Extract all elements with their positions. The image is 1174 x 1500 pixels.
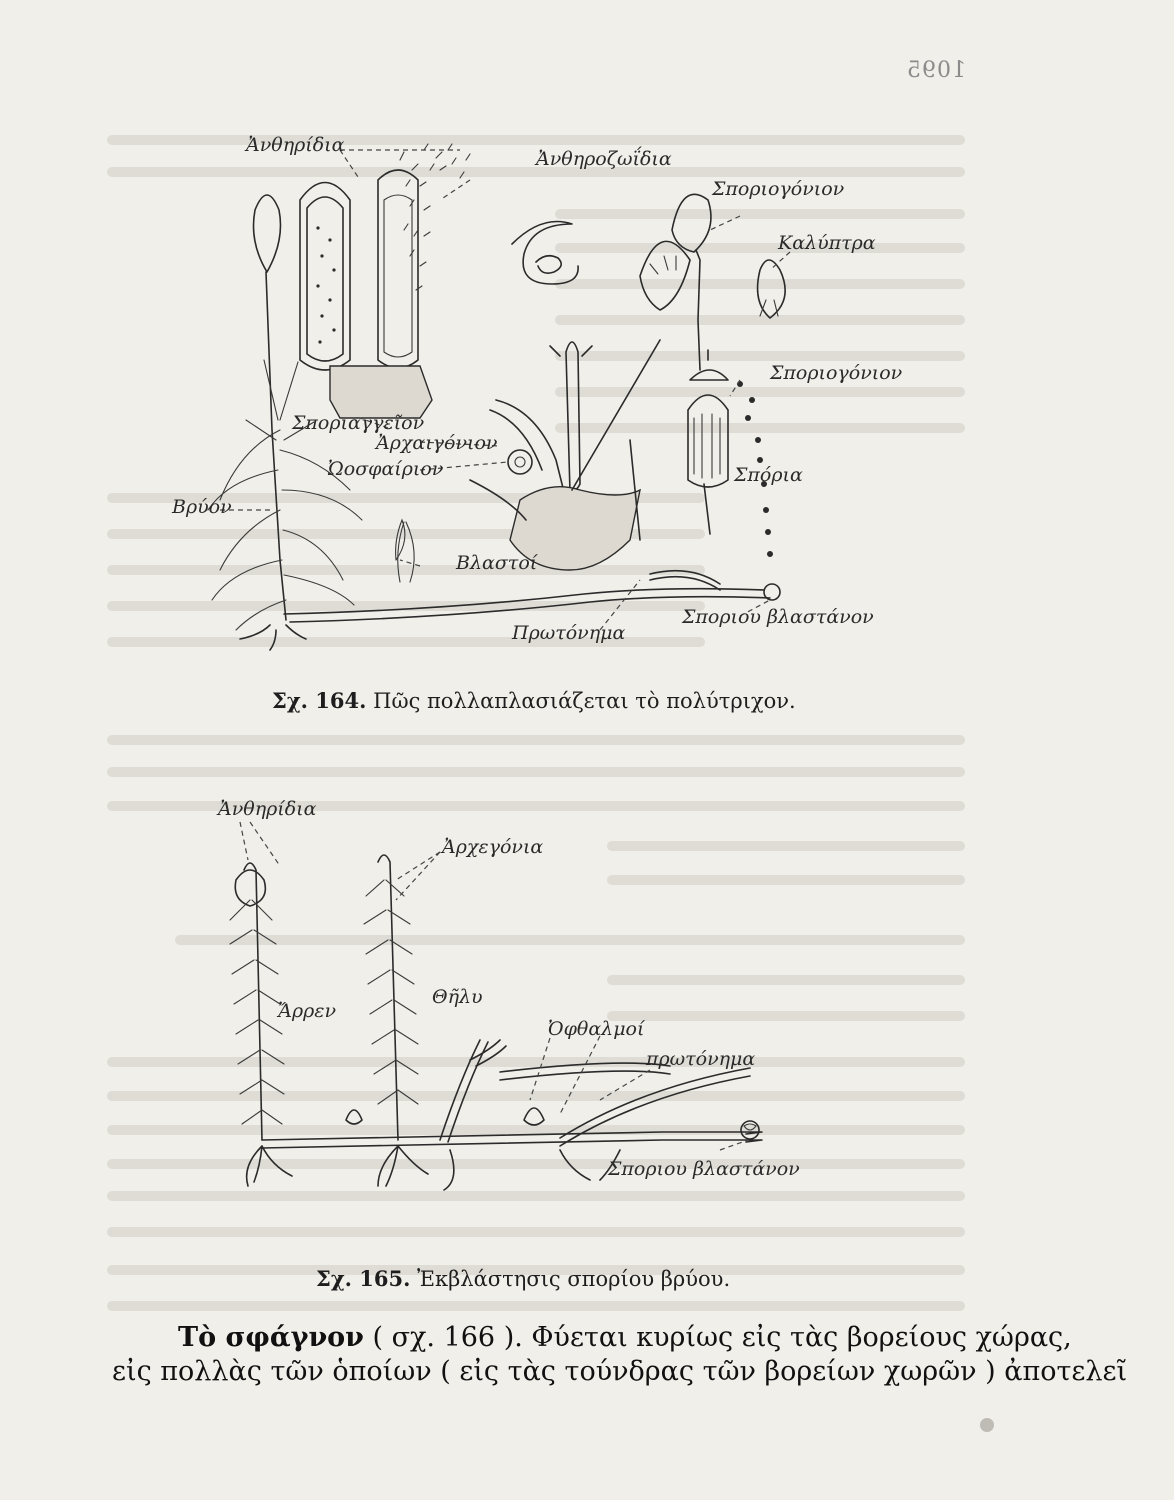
figure-164-illustration [0, 0, 1174, 713]
body-line-1 [178, 1322, 1072, 1353]
moss-life-cycle-drawing [0, 0, 1174, 700]
label-vlastoi: Βλαστοί [456, 552, 538, 574]
label-arren: Ἄρρεν [278, 1000, 337, 1022]
label-archegonion: Ἀρχαιγόνιον [376, 432, 498, 454]
term-sphagnon: Τὸ σφάγνον [178, 1322, 364, 1353]
page-number: 1095 [906, 58, 966, 83]
page-smudge [980, 1418, 994, 1432]
caption-164-number: Σχ. 164. [272, 688, 367, 713]
label-sporiou-vlastanon-165: Σποριου βλαστάνον [608, 1158, 800, 1180]
sporogonion-capsule [672, 194, 785, 370]
caption-164-text: Πῶς πολλαπλασιάζεται τὸ πολύτριχον. [373, 689, 796, 713]
label-sporogonion-mid: Σποριογόνιον [770, 362, 903, 384]
label-antheridia-165: Ἀνθηρίδια [218, 798, 317, 820]
label-oosphairion: Ὠοσφαίριον [328, 458, 444, 480]
antheridium-sac [300, 144, 470, 418]
label-sporia: Σπόρια [734, 464, 803, 486]
body-line-2: εἰς πολλὰς τῶν ὁποίων ( εἰς τὰς τούνδρας τῶν βορείων χωρῶν ) ἀποτελεῖ [112, 1356, 1128, 1387]
caption-165-text: Ἐκβλάστησις σπορίου βρύου. [417, 1267, 731, 1291]
label-archegonia: Ἀρχεγόνια [442, 836, 544, 858]
label-sporogonion-top: Σποριογόνιον [712, 178, 845, 200]
label-vryon: Βρύον [172, 496, 232, 518]
label-sporangeion: Σποριαγγεῖον [292, 412, 425, 434]
label-kalyptra: Καλύπτρα [778, 232, 876, 254]
label-anthrozoidia: Ἀνθηροζωΐδια [536, 148, 672, 170]
body-line-1-rest: ( σχ. 166 ). Φύεται κυρίως εἰς τὰς βορείους χώρας, [363, 1322, 1072, 1353]
caption-164 [272, 688, 796, 713]
caption-165-number: Σχ. 165. [316, 1266, 411, 1291]
label-ofthalmoi: Ὀφθαλμοί [548, 1018, 645, 1040]
label-protonema-164: Πρωτόνημα [512, 622, 626, 644]
archegonium-sporophyte [470, 241, 690, 570]
label-protonema-165: πρωτόνημα [646, 1048, 756, 1070]
label-thely: Θῆλυ [432, 986, 483, 1008]
label-antheridia-164: Ἀνθηρίδια [246, 134, 345, 156]
label-sporiou-vlastanon-164: Σποριου βλαστάνον [682, 606, 874, 628]
anthrozoid [512, 222, 578, 285]
